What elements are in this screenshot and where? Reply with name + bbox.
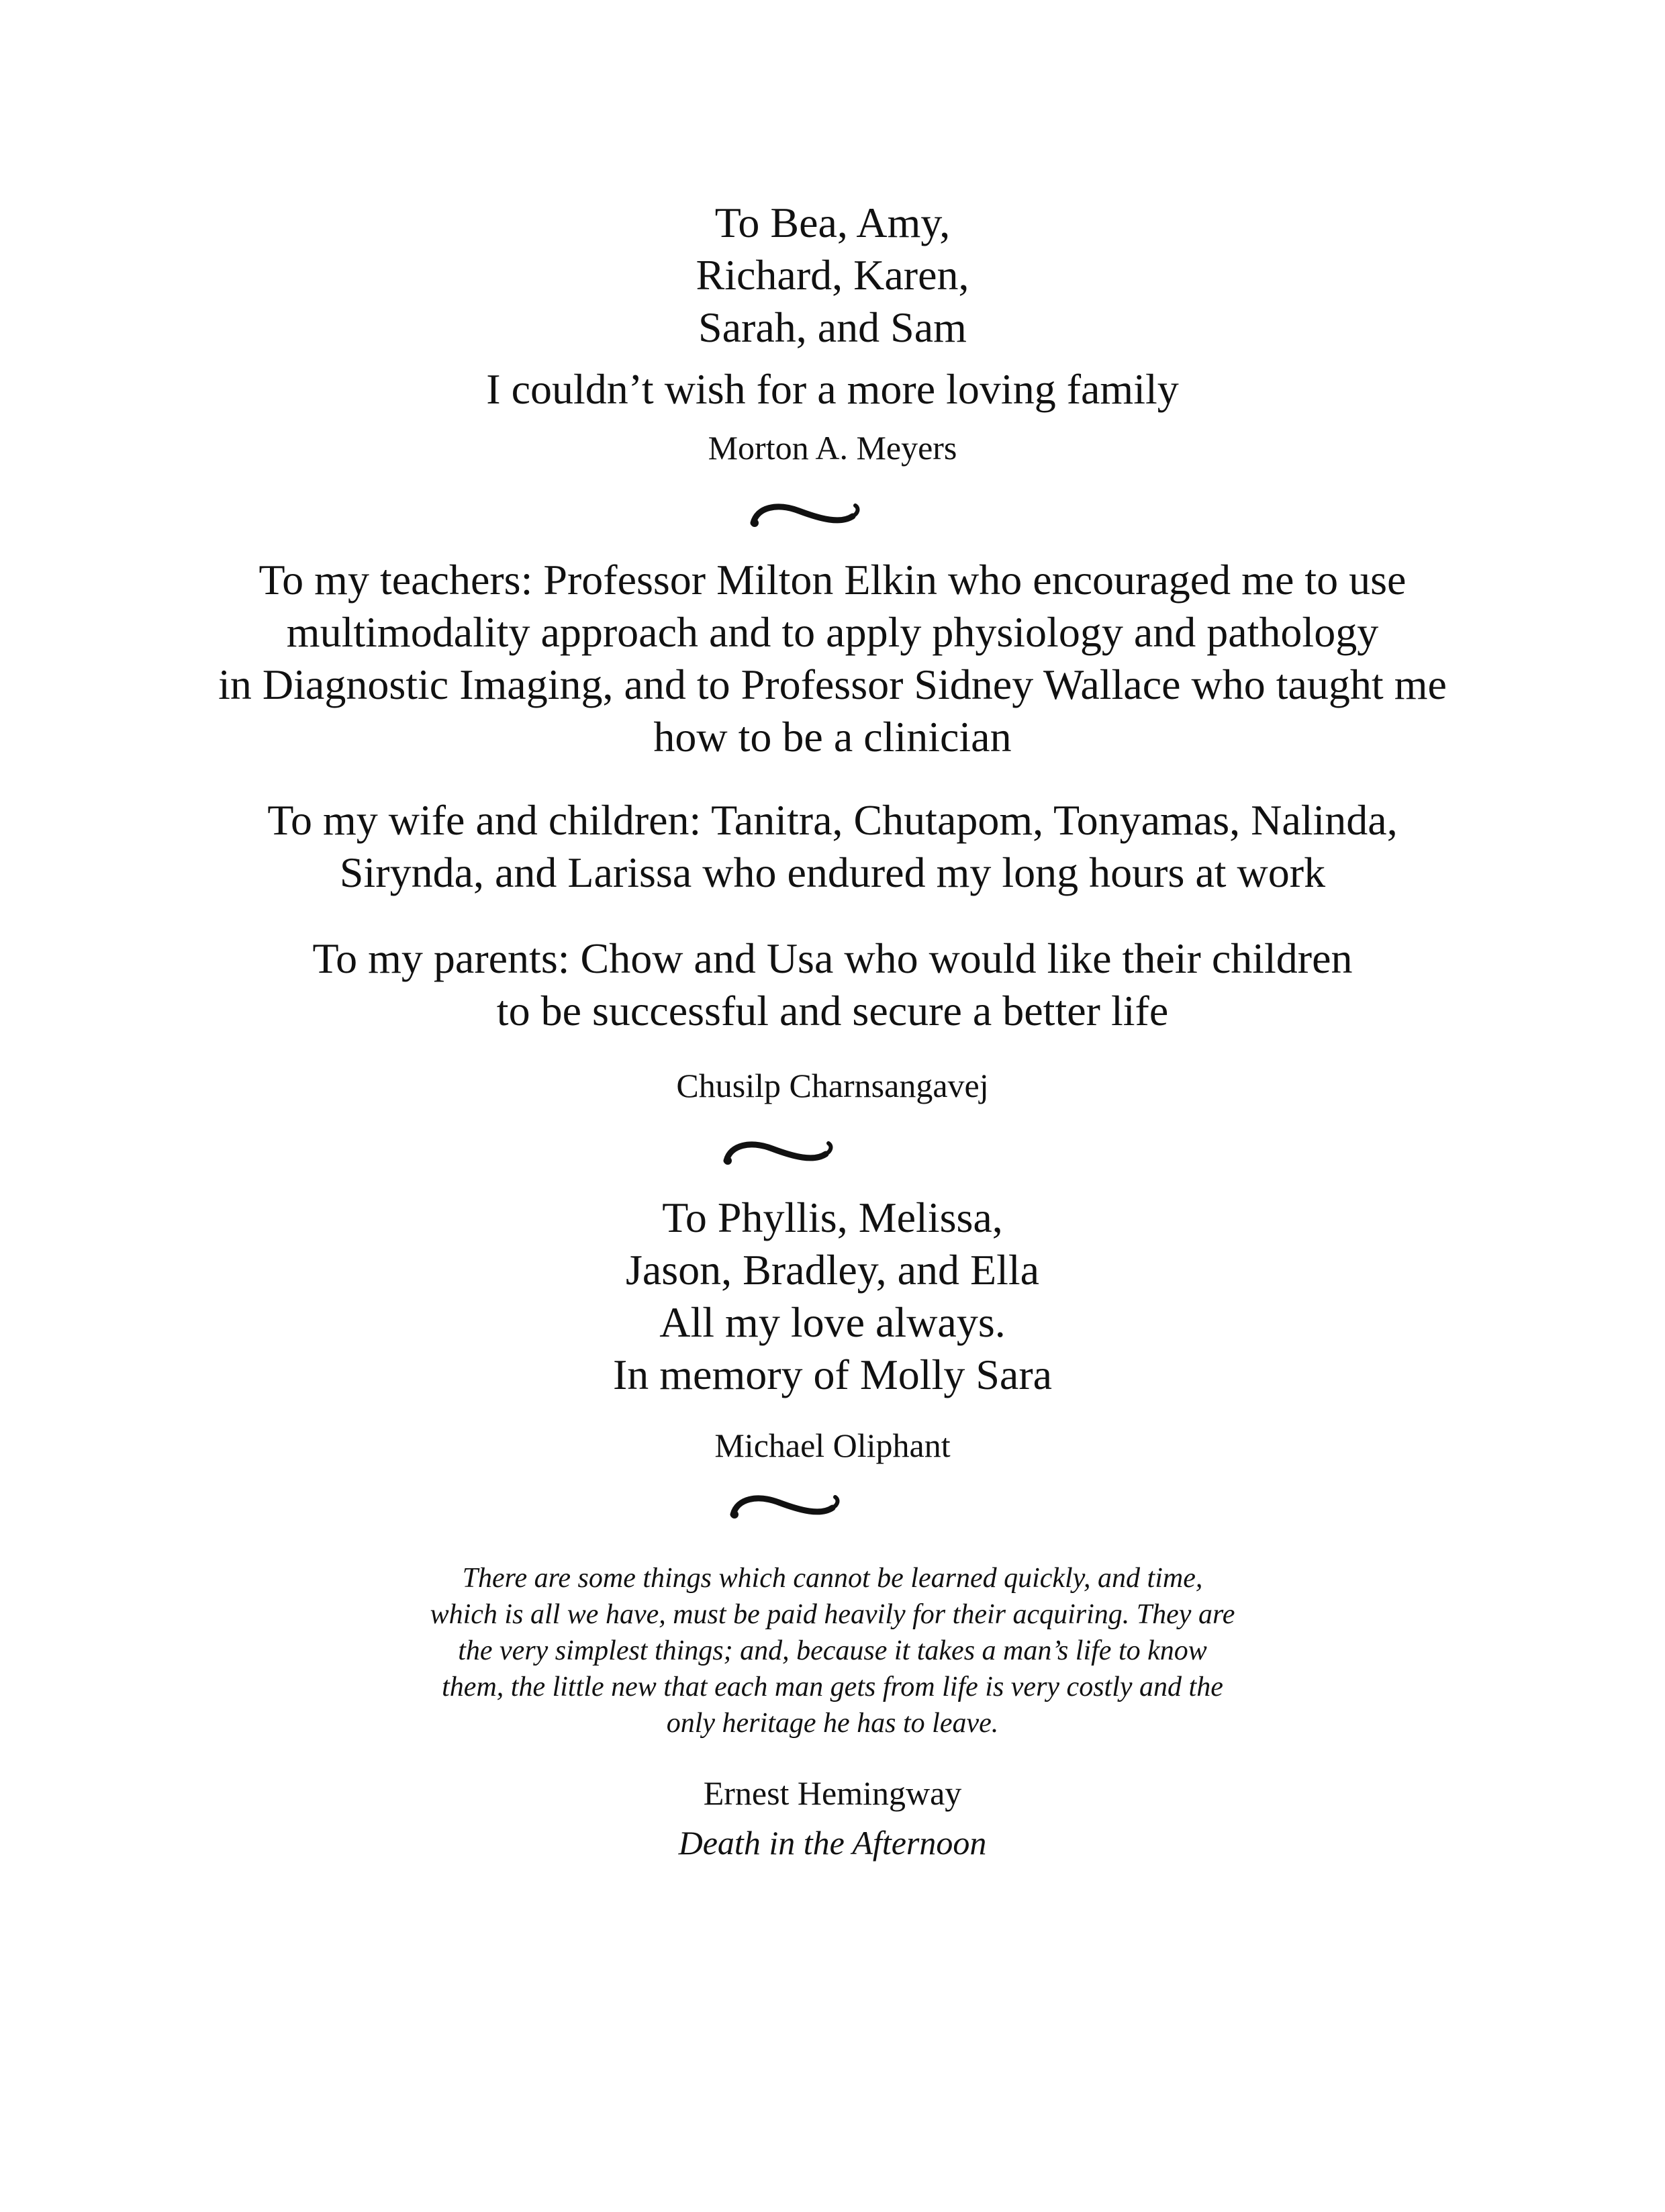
epigraph-line-4: them, the little new that each man gets from life is very costly and the: [442, 1672, 1223, 1702]
meyers-line-1: To Bea, Amy,: [714, 199, 951, 246]
epigraph-line-2: which is all we have, must be paid heavily for their acquiring. They are: [430, 1599, 1235, 1630]
oliphant-line-1: To Phyllis, Melissa,: [662, 1194, 1003, 1241]
epigraph-source: Death in the Afternoon: [678, 1824, 987, 1862]
meyers-line-4: I couldn’t wish for a more loving family: [486, 365, 1179, 413]
teachers-line-2: multimodality approach and to apply physiology and pathology: [286, 608, 1379, 656]
oliphant-line-4: In memory of Molly Sara: [612, 1351, 1053, 1398]
family-line-2: Sirynda, and Larissa who endured my long hours at work: [339, 849, 1326, 896]
swash-ornament-icon: [725, 1485, 846, 1525]
teachers-line-3: in Diagnostic Imaging, and to Professor Sidney Wallace who taught me: [218, 661, 1447, 708]
teachers-line-4: how to be a clinician: [653, 713, 1012, 761]
meyers-line-3: Sarah, and Sam: [698, 303, 967, 351]
teachers-line-1: To my teachers: Professor Milton Elkin who encouraged me to use: [258, 556, 1407, 604]
oliphant-line-2: Jason, Bradley, and Ella: [625, 1246, 1040, 1294]
swash-ornament-icon: [718, 1131, 839, 1171]
meyers-line-2: Richard, Karen,: [696, 251, 969, 299]
family-line-1: To my wife and children: Tanitra, Chutapom, Tonyamas, Nalinda,: [267, 796, 1398, 844]
epigraph-line-3: the very simplest things; and, because it takes a man’s life to know: [458, 1635, 1207, 1666]
oliphant-line-3: All my love always.: [659, 1298, 1006, 1346]
parents-line-1: To my parents: Chow and Usa who would like their children: [312, 934, 1353, 982]
charnsangavej-signature: Chusilp Charnsangavej: [676, 1067, 989, 1104]
swash-ornament-icon: [745, 493, 866, 534]
oliphant-signature: Michael Oliphant: [714, 1427, 951, 1464]
epigraph-author: Ernest Hemingway: [703, 1774, 962, 1812]
epigraph-line-5: only heritage he has to leave.: [666, 1708, 999, 1739]
meyers-signature: Morton A. Meyers: [708, 429, 957, 467]
parents-line-2: to be successful and secure a better life: [496, 987, 1169, 1035]
epigraph-line-1: There are some things which cannot be learned quickly, and time,: [462, 1563, 1203, 1594]
